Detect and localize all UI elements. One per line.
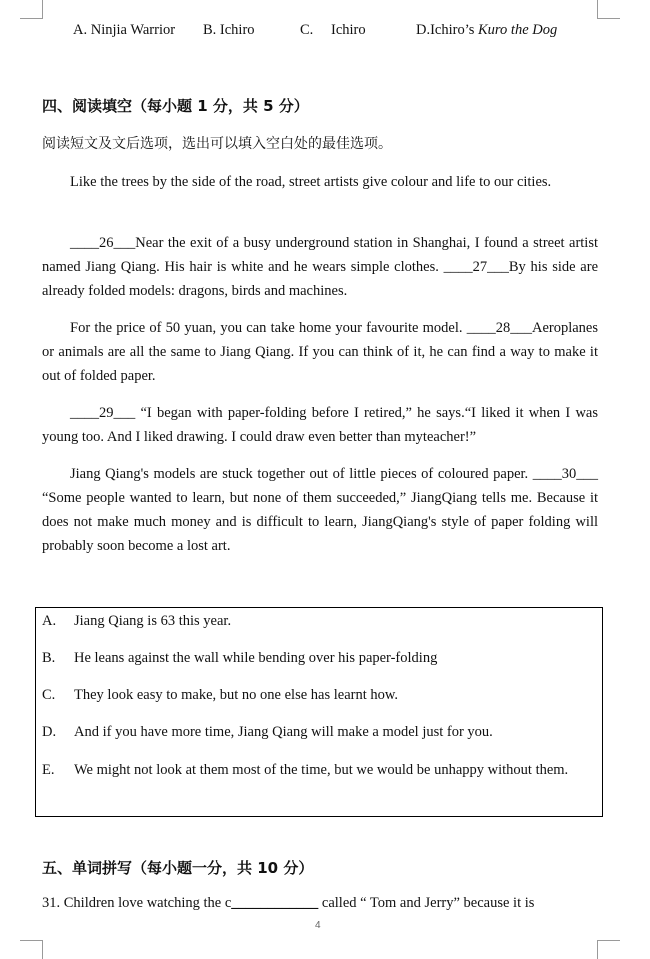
corner-mark-top-left <box>20 0 43 19</box>
p5-text-2: “Some people wanted to learn, but none of them succeeded,” JiangQiang tells me. Because it does not make much money and is difficult to learn, JiangQiang's style of paper folding will probably soon become a lost art. <box>42 490 598 554</box>
choice-letter: E. <box>42 762 55 778</box>
p3-text-2: Aeroplanes or animals are all the same to Jiang Qiang. If you can think of it, he can find a way to make it out of folded paper. <box>42 320 598 384</box>
p2-text-1: Near the exit of a busy underground station in Shanghai, I found a street artist named Jiang Qiang. His hair is white and he wears simple clothes. <box>42 235 598 275</box>
blank-26: ____26___ <box>70 235 136 251</box>
corner-mark-top-right <box>597 0 620 19</box>
question-31 <box>42 895 534 912</box>
option-b: B. Ichiro <box>203 22 255 38</box>
choice-text: They look easy to make, but no one else has learnt how. <box>74 687 399 703</box>
option-c-letter: C. <box>300 22 314 38</box>
blank-27: ____27___ <box>443 259 509 275</box>
blank-29: ____29___ <box>70 405 136 421</box>
choice-d <box>42 720 598 744</box>
q31-text-1: 31. Children love watching the c <box>42 895 232 911</box>
choice-letter: A. <box>42 613 57 629</box>
choice-letter: B. <box>42 650 56 666</box>
q31-text-2: called “ Tom and Jerry” because it is <box>318 895 535 911</box>
section-5-heading: 五、单词拼写（每小题一分，共 10 分） <box>42 859 314 877</box>
section-4-instruction: 阅读短文及文后选项，选出可以填入空白处的最佳选项。 <box>42 136 392 152</box>
choice-letter: D. <box>42 724 57 740</box>
q31-blank: ____________ <box>231 895 319 911</box>
choice-text: Jiang Qiang is 63 this year. <box>74 613 232 629</box>
option-c-text: Ichiro <box>331 22 366 38</box>
page-number: 4 <box>315 920 321 931</box>
option-d <box>416 22 557 39</box>
choice-letter: C. <box>42 687 56 703</box>
choice-text: And if you have more time, Jiang Qiang will make a model just for you. <box>74 724 493 740</box>
p4-text: “I began with paper-folding before I retired,” he says.“I liked it when I was young too. And I liked drawing. I could draw even better than myteacher!” <box>42 405 598 445</box>
passage-paragraph-1 <box>42 170 598 194</box>
choices-box <box>35 607 603 817</box>
choice-text: We might not look at them most of the time, but we would be unhappy without them. <box>74 762 569 778</box>
p3-text-1: For the price of 50 yuan, you can take home your favourite model. <box>70 320 467 336</box>
passage-paragraph-2 <box>42 231 598 303</box>
choice-e <box>42 758 598 782</box>
passage-paragraph-3 <box>42 316 598 388</box>
blank-28: ____28___ <box>466 320 532 336</box>
section-4-heading: 四、阅读填空（每小题 1 分，共 5 分） <box>42 97 309 115</box>
choice-text: He leans against the wall while bending over his paper-folding <box>74 650 438 666</box>
p5-text-1: Jiang Qiang's models are stuck together out of little pieces of coloured paper. <box>70 466 533 482</box>
p1-text: Like the trees by the side of the road, street artists give colour and life to our cities. <box>70 174 552 190</box>
option-d-italic: Kuro the Dog <box>478 22 558 38</box>
option-a: A. Ninjia Warrior <box>73 22 176 38</box>
passage-paragraph-4 <box>42 401 598 449</box>
corner-mark-bottom-right <box>597 940 620 959</box>
choice-a <box>42 609 598 633</box>
option-d-prefix: D.Ichiro’s <box>416 22 479 38</box>
blank-30: ____30___ <box>532 466 598 482</box>
choice-b <box>42 646 598 670</box>
corner-mark-bottom-left <box>20 940 43 959</box>
p2-text-2: By his side are already folded models: dragons, birds and machines. <box>42 259 599 299</box>
passage-paragraph-5 <box>42 462 598 558</box>
choice-c <box>42 683 598 707</box>
